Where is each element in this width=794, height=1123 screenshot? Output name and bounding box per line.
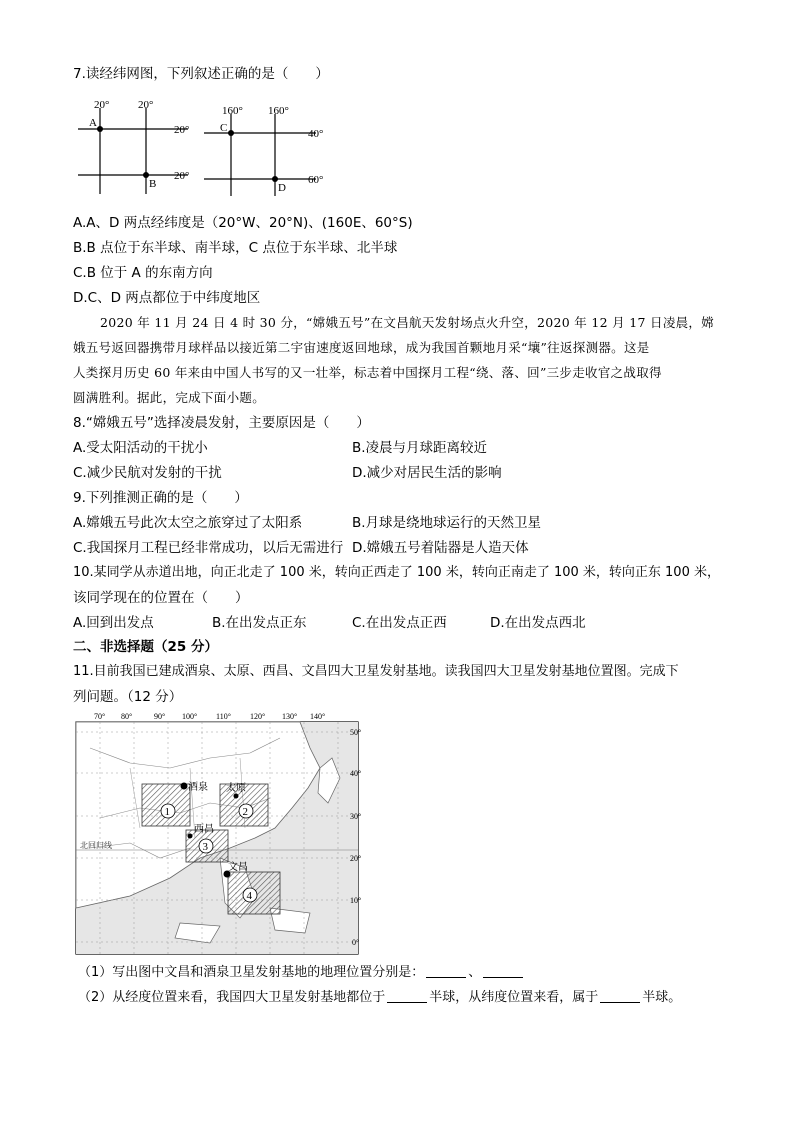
- lat-right-1: 20°: [174, 124, 190, 136]
- lon-label-70: 70°: [94, 712, 106, 721]
- q11-sub2-text-b: 半球，从纬度位置来看，属于: [429, 990, 599, 1005]
- q11-sub1: [78, 963, 525, 983]
- answer-blank-wenchang[interactable]: [426, 963, 466, 978]
- q9-option-d: D.嫦娥五号着陆器是人造天体: [352, 540, 529, 556]
- answer-blank-longitude[interactable]: [387, 988, 427, 1003]
- answer-blank-latitude[interactable]: [600, 988, 640, 1003]
- lat-label-30: 30°: [350, 812, 362, 821]
- q8-stem: 8.“嫦娥五号”选择凌晨发射，主要原因是（ ）: [73, 415, 370, 431]
- point-c-dot: [228, 130, 234, 136]
- passage-line-3: 人类探月历史 60 年来由中国人书写的又一壮举，标志着中国探月工程“绕、落、回”三步走收官之战取得: [73, 365, 662, 380]
- q10-option-a: A.回到出发点: [73, 615, 154, 631]
- xichang-dot: [188, 834, 193, 839]
- jiuquan-dot: [181, 783, 188, 790]
- point-a-dot: [97, 126, 103, 132]
- passage-line-2: 娥五号返回器携带月球样品以接近第二宇宙速度返回地球，成为我国首颗地月采“壤”往返探测器。这是: [73, 340, 650, 355]
- lon-label-90: 90°: [154, 712, 166, 721]
- q11-sub1-text: （1）写出图中文昌和酒泉卫星发射基地的地理位置分别是：: [78, 965, 425, 980]
- lon-top-2: 160°: [268, 105, 289, 117]
- box-number-2: 2: [242, 806, 248, 818]
- lon-label-110: 110°: [216, 712, 231, 721]
- lat-label-50: 50°: [350, 728, 362, 737]
- city-wenchang: 文昌: [228, 862, 248, 873]
- q9-option-b: B.月球是绕地球运行的天然卫星: [352, 515, 542, 531]
- city-xichang: 西昌: [194, 824, 214, 835]
- section-heading: 二、非选择题（25 分）: [73, 639, 218, 655]
- tropic-label: 北回归线: [80, 841, 112, 850]
- lat-right-1: 40°: [308, 128, 324, 140]
- city-taiyuan: 太原: [226, 783, 246, 794]
- q8-option-a: A.受太阳活动的干扰小: [73, 440, 208, 456]
- passage-line-4: 圆满胜利。据此，完成下面小题。: [73, 390, 266, 405]
- q11-sub1-sep: 、: [468, 965, 482, 980]
- label-b: B: [149, 178, 157, 190]
- label-d: D: [278, 182, 286, 194]
- q7-figure-left: [70, 94, 205, 196]
- lon-top-1: 20°: [94, 99, 110, 111]
- q7-option-d: D.C、D 两点都位于中纬度地区: [73, 290, 261, 306]
- q8-option-c: C.减少民航对发射的干扰: [73, 465, 222, 481]
- q10-stem-line-2: 该同学现在的位置在（ ）: [73, 590, 249, 606]
- q8-option-b: B.凌晨与月球距离较近: [352, 440, 488, 456]
- q9-option-c: C.我国探月工程已经非常成功，以后无需进行: [73, 540, 344, 556]
- q10-option-c: C.在出发点正西: [352, 615, 447, 631]
- box-number-4: 4: [246, 890, 252, 902]
- lat-label-0: 0°: [352, 938, 360, 947]
- q11-sub2: [78, 988, 681, 1008]
- q10-option-d: D.在出发点西北: [490, 615, 586, 631]
- q9-option-a: A.嫦娥五号此次太空之旅穿过了太阳系: [73, 515, 303, 531]
- q7-option-a: A.A、D 两点经纬度是（20°W、20°N)、(160E、60°S): [73, 215, 413, 231]
- lon-label-80: 80°: [121, 712, 133, 721]
- satellite-base-map: [70, 708, 370, 958]
- q8-option-d: D.减少对居民生活的影响: [352, 465, 502, 481]
- passage-line-1: 2020 年 11 月 24 日 4 时 30 分，“嫦娥五号”在文昌航天发射场点火升空，2020 年 12 月 17 日凌晨，嫦: [100, 315, 715, 330]
- lon-label-130: 130°: [282, 712, 298, 721]
- q10-option-b: B.在出发点正东: [212, 615, 307, 631]
- lon-label-140: 140°: [310, 712, 326, 721]
- lon-top-2: 20°: [138, 99, 154, 111]
- lat-right-2: 60°: [308, 174, 324, 186]
- q10-stem-line-1: 10.某同学从赤道出地，向正北走了 100 米，转向正西走了 100 米，转向正南走了 100 米，转向正东 100 米，: [73, 565, 720, 580]
- lon-top-1: 160°: [222, 105, 243, 117]
- q7-figure-right: [198, 100, 333, 198]
- label-c: C: [220, 122, 228, 134]
- label-a: A: [89, 117, 97, 129]
- q11-sub2-text-c: 半球。: [642, 990, 682, 1005]
- box-number-3: 3: [202, 841, 208, 853]
- lat-label-40: 40°: [350, 769, 362, 778]
- lat-right-2: 20°: [174, 170, 190, 182]
- taiyuan-dot: [234, 794, 239, 799]
- lon-label-120: 120°: [250, 712, 266, 721]
- q7-stem: 7.读经纬网图，下列叙述正确的是（ ）: [73, 66, 329, 82]
- q11-stem-line-1: 11.目前我国已建成酒泉、太原、西昌、文昌四大卫星发射基地。读我国四大卫星发射基地位置图。完成下: [73, 664, 679, 679]
- q11-sub2-text-a: （2）从经度位置来看，我国四大卫星发射基地都位于: [78, 990, 386, 1005]
- lat-label-20: 20°: [350, 854, 362, 863]
- lat-label-10: 10°: [350, 896, 362, 905]
- q7-option-c: C.B 位于 A 的东南方向: [73, 265, 213, 281]
- lon-label-100: 100°: [182, 712, 198, 721]
- q7-option-b: B.B 点位于东半球、南半球，C 点位于东半球、北半球: [73, 240, 398, 256]
- city-jiuquan: 酒泉: [188, 782, 208, 793]
- q9-stem: 9.下列推测正确的是（ ）: [73, 490, 248, 506]
- q11-stem-line-2: 列问题。（12 分）: [73, 689, 183, 705]
- answer-blank-jiuquan[interactable]: [483, 963, 523, 978]
- box-number-1: 1: [164, 806, 170, 818]
